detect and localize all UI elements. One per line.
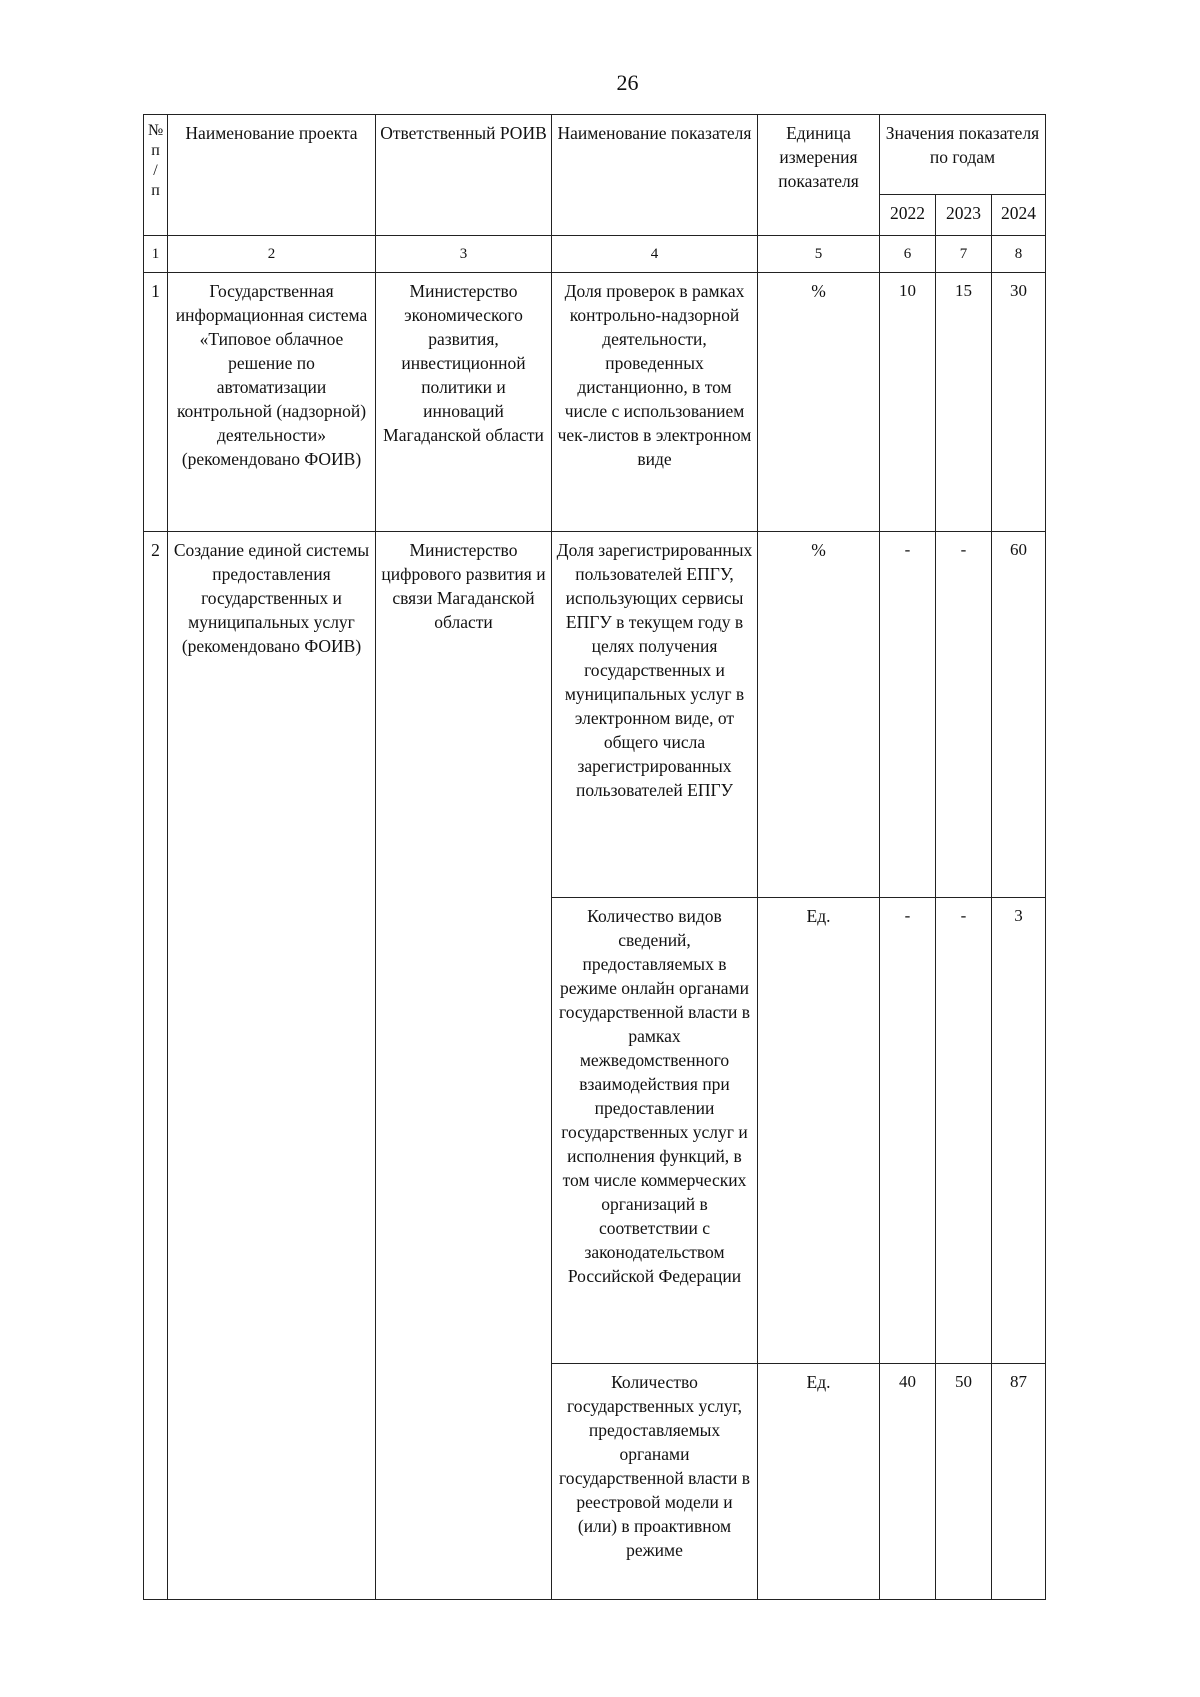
project-name: Создание единой системы предоставления государственных и муниципальных услуг (рекомендовано ФОИВ): [168, 532, 376, 1600]
header-project: Наименование проекта: [168, 115, 376, 236]
indicator-name: Доля зарегистрированных пользователей ЕПГУ, использующих сервисы ЕПГУ в текущем году в целях получения государственных и муниципальных услуг в электронном виде, от общего числа зарегистрированных пользователей ЕПГУ: [552, 532, 758, 898]
column-number: 5: [758, 236, 880, 273]
header-indicator: Наименование показателя: [552, 115, 758, 236]
header-year-2022: 2022: [880, 195, 936, 236]
value-2024: 87: [992, 1364, 1046, 1600]
value-2022: 40: [880, 1364, 936, 1600]
value-2022: 10: [880, 273, 936, 532]
value-2023: 15: [936, 273, 992, 532]
row-number: 1: [144, 273, 168, 532]
header-values: Значения показателя по годам: [880, 115, 1046, 195]
value-2024: 30: [992, 273, 1046, 532]
table-row: [144, 532, 1046, 898]
responsible-roiv: Министерство цифрового развития и связи Магаданской области: [376, 532, 552, 1600]
table-row: [144, 273, 1046, 532]
indicator-unit: Ед.: [758, 1364, 880, 1600]
value-2022: -: [880, 532, 936, 898]
value-2022: -: [880, 898, 936, 1364]
indicator-unit: %: [758, 532, 880, 898]
header-num: № п / п: [144, 115, 168, 236]
column-number: 6: [880, 236, 936, 273]
page-number: 26: [616, 70, 639, 95]
column-number: 8: [992, 236, 1046, 273]
header-unit: Единица измерения показателя: [758, 115, 880, 236]
column-number: 7: [936, 236, 992, 273]
indicator-unit: Ед.: [758, 898, 880, 1364]
indicator-name: Количество государственных услуг, предоставляемых органами государственной власти в реестровой модели и (или) в проактивном режиме: [552, 1364, 758, 1600]
header-year-2023: 2023: [936, 195, 992, 236]
indicator-name: Доля проверок в рамках контрольно-надзорной деятельности, проведенных дистанционно, в том числе с использованием чек-листов в электронном виде: [552, 273, 758, 532]
indicator-name: Количество видов сведений, предоставляемых в режиме онлайн органами государственной власти в рамках межведомственного взаимодействия при предоставлении государственных услуг и исполнения функций, в том числе коммерческих организаций в соответствии с законодательством Российской Федерации: [552, 898, 758, 1364]
row-number: 2: [144, 532, 168, 1600]
column-number: 2: [168, 236, 376, 273]
header-year-2024: 2024: [992, 195, 1046, 236]
indicator-unit: %: [758, 273, 880, 532]
value-2023: -: [936, 532, 992, 898]
column-number: 3: [376, 236, 552, 273]
indicators-table: [143, 114, 1046, 1600]
value-2023: 50: [936, 1364, 992, 1600]
header-roiv: Ответственный РОИВ: [376, 115, 552, 236]
column-number: 1: [144, 236, 168, 273]
project-name: Государственная информационная система «Типовое облачное решение по автоматизации контрольной (надзорной) деятельности» (рекомендовано ФОИВ): [168, 273, 376, 532]
column-number: 4: [552, 236, 758, 273]
responsible-roiv: Министерство экономического развития, инвестиционной политики и инноваций Магаданской области: [376, 273, 552, 532]
value-2024: 3: [992, 898, 1046, 1364]
value-2024: 60: [992, 532, 1046, 898]
value-2023: -: [936, 898, 992, 1364]
